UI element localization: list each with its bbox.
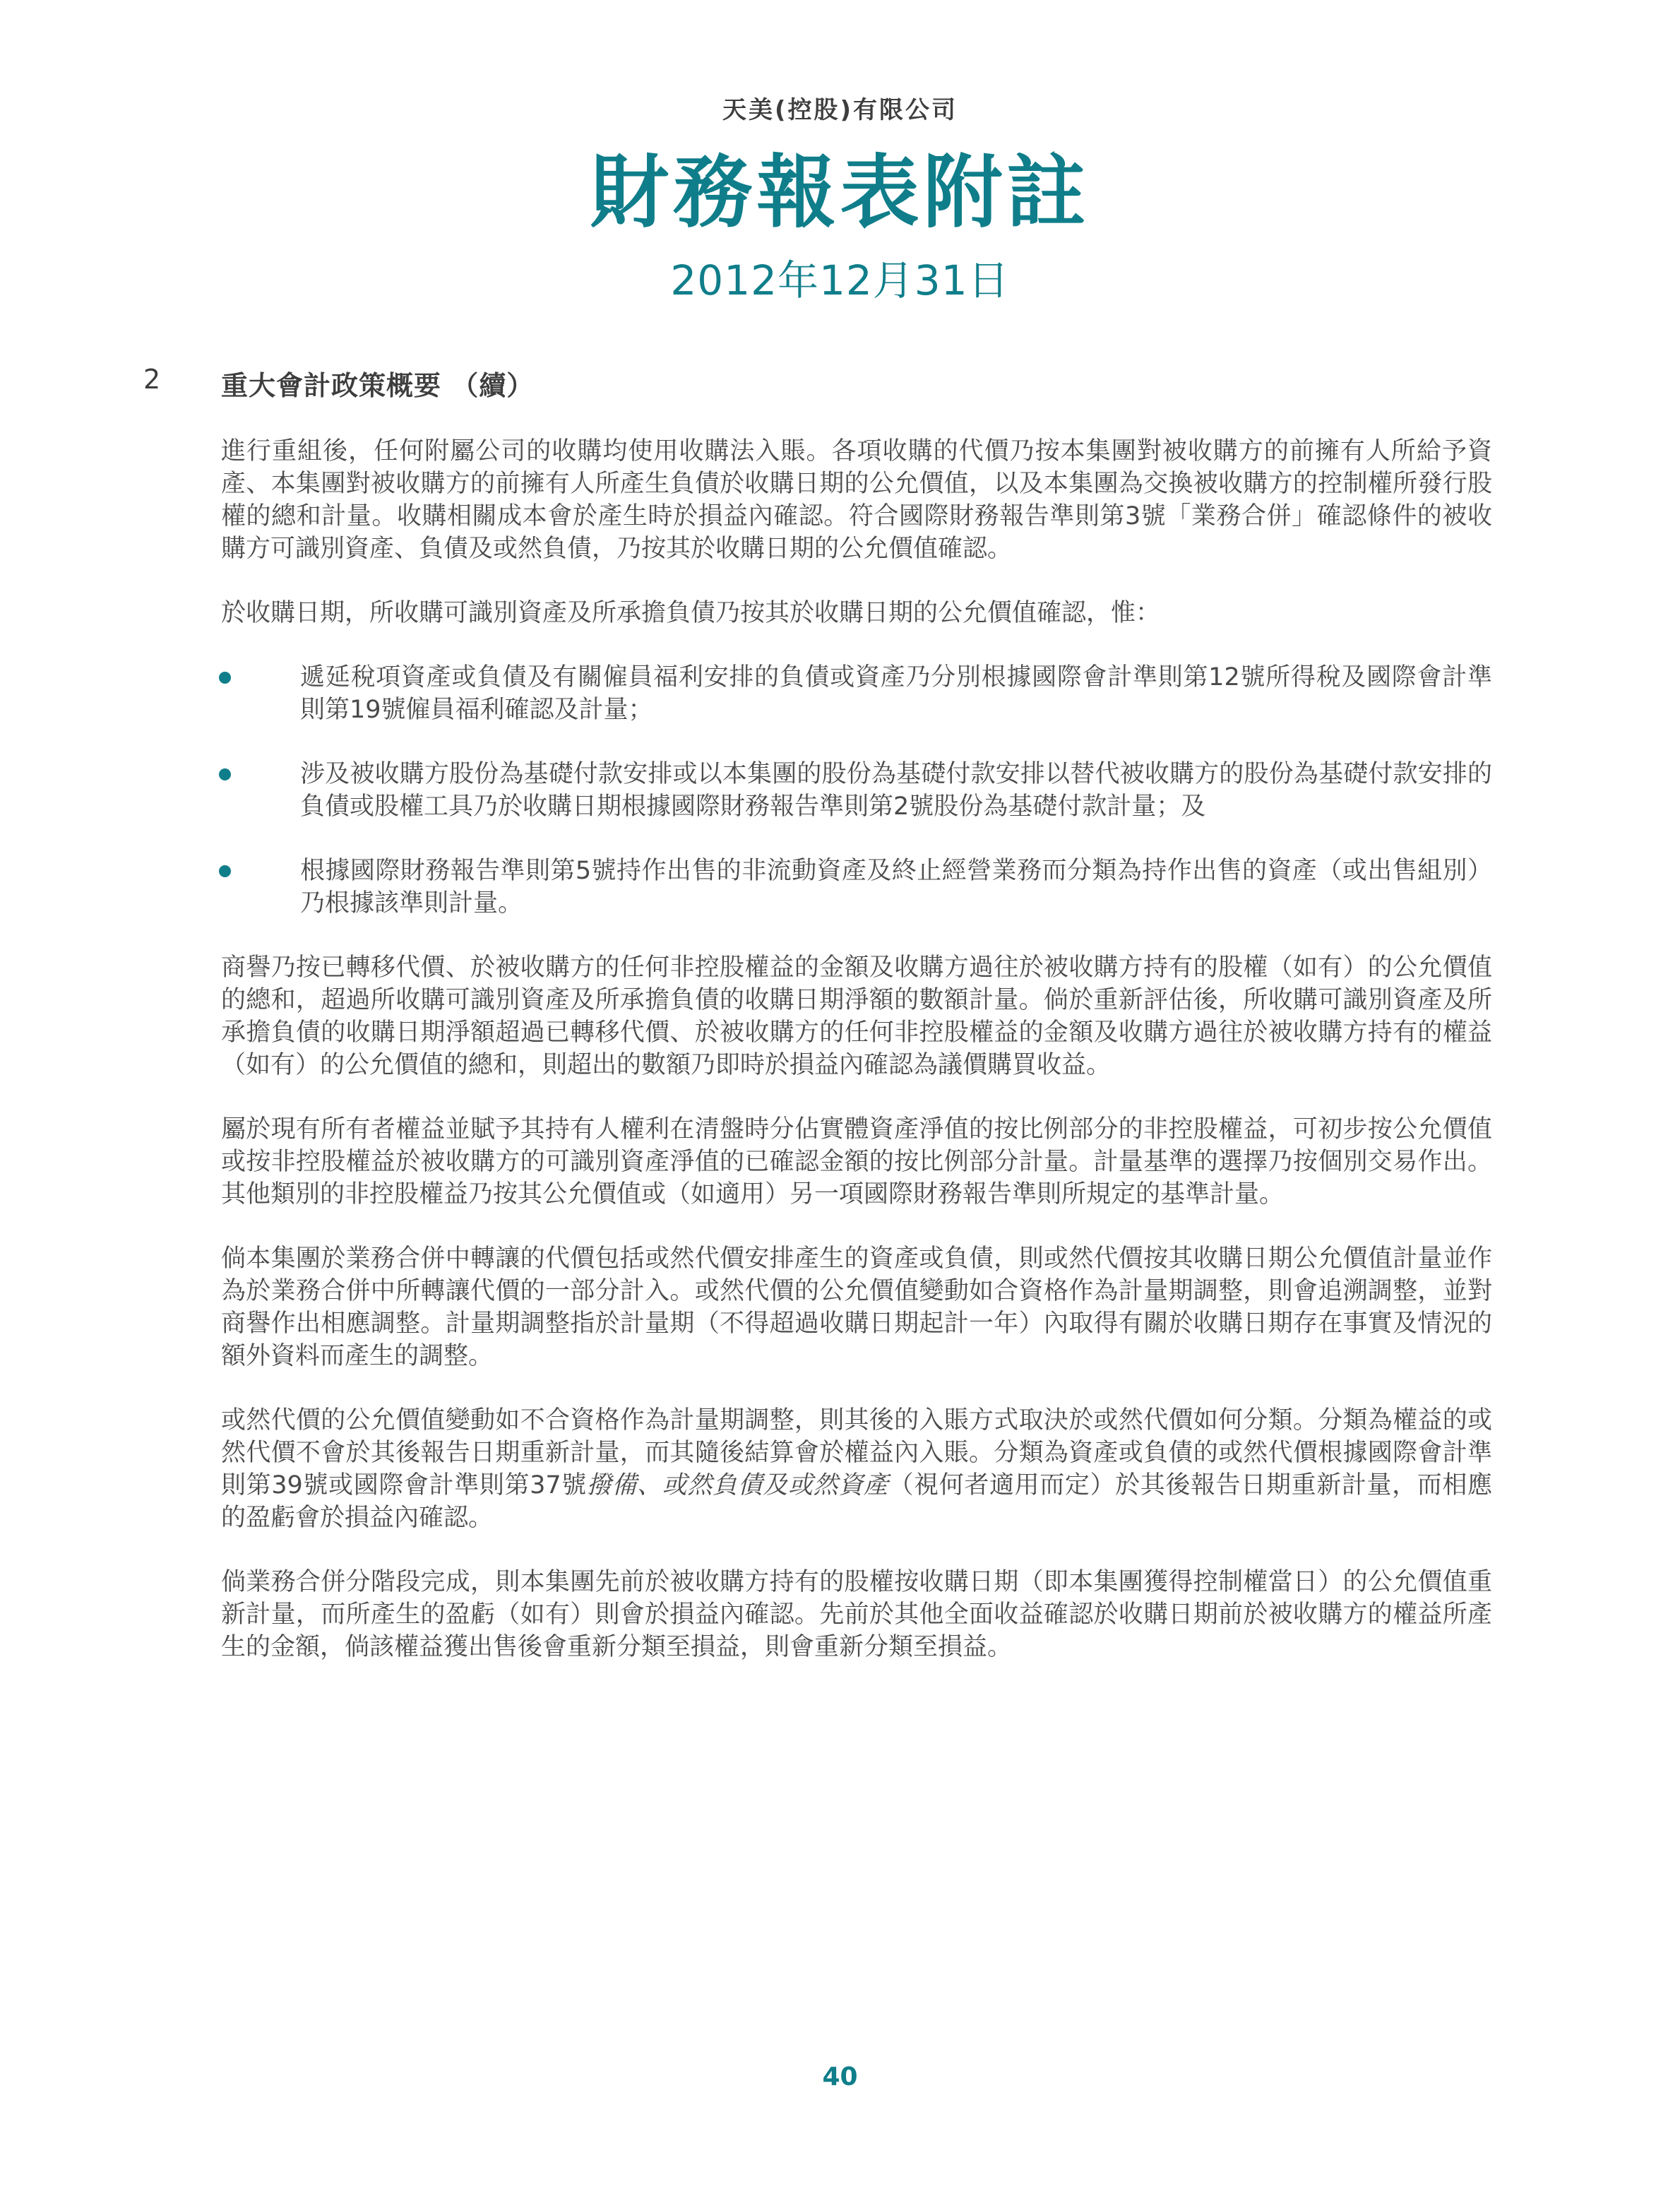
bullet-text: 涉及被收購方股份為基礎付款安排或以本集團的股份為基礎付款安排以替代被收購方的股份為基礎付款安排的負債或股權工具乃於收購日期根據國際財務報告準則第2號股份為基礎付款計量；及 <box>300 760 1492 821</box>
paragraph: 於收購日期，所收購可識別資產及所承擔負債乃按其於收購日期的公允價值確認，惟： <box>221 599 1161 627</box>
bullet-text: 根據國際財務報告準則第5號持作出售的非流動資產及終止經營業務而分類為持作出售的資產（或出售組別）乃根據該準則計量。 <box>300 857 1492 917</box>
paragraph-text: 或然代價的公允價值變動如不合資格作為計量期調整，則其後的入賬方式取決於或然代價如何分類。分類為權益的或然代價不會於其後報告日期重新計量，而其隨後結算會於權益內入賬。分類為資產或負債的或然代價根據國際會計準則第39號或國際會計準則第37號 <box>221 1406 1492 1499</box>
section-title: 重大會計政策概要 （續） <box>221 370 535 401</box>
page-number: 40 <box>822 2062 858 2091</box>
body-text <box>221 435 1492 1695</box>
bullet-dot-icon <box>219 865 231 877</box>
paragraph <box>221 1404 1492 1534</box>
bullet-item <box>221 855 1492 920</box>
section-number: 2 <box>143 364 161 395</box>
bullet-text: 遞延稅項資產或負債及有關僱員福利安排的負債或資產乃分別根據國際會計準則第12號所得稅及國際會計準則第19號僱員福利確認及計量； <box>300 663 1492 724</box>
bullet-item <box>221 661 1492 726</box>
report-date: 2012年12月31日 <box>670 256 1010 304</box>
section-heading <box>0 364 1680 406</box>
paragraph: 倘業務合併分階段完成，則本集團先前於被收購方持有的股權按收購日期（即本集團獲得控制權當日）的公允價值重新計量，而所產生的盈虧（如有）則會於損益內確認。先前於其他全面收益確認於收購日期前於被收購方的權益所產生的金額，倘該權益獲出售後會重新分類至損益，則會重新分類至損益。 <box>221 1568 1492 1661</box>
bullet-item <box>221 758 1492 823</box>
company-name: 天美(控股)有限公司 <box>722 96 958 124</box>
bullet-dot-icon <box>219 768 231 780</box>
report-title: 財務報表附註 <box>590 147 1090 239</box>
bullet-dot-icon <box>219 672 231 684</box>
standard-title-italic: 撥備、或然負債及或然資產 <box>586 1471 889 1499</box>
paragraph: 進行重組後，任何附屬公司的收購均使用收購法入賬。各項收購的代價乃按本集團對被收購方的前擁有人所給予資產、本集團對被收購方的前擁有人所產生負債於收購日期的公允價值，以及本集團為交換被收購方的控制權所發行股權的總和計量。收購相關成本會於產生時於損益內確認。符合國際財務報告準則第3號「業務合併」確認條件的被收購方可識別資產、負債及或然負債，乃按其於收購日期的公允價值確認。 <box>221 437 1492 563</box>
paragraph-text: （視何者適用而定）於其後報告日期重新計量，而相應的盈虧會於損益內確認。 <box>221 1471 1492 1532</box>
paragraph: 屬於現有所有者權益並賦予其持有人權利在清盤時分佔實體資產淨值的按比例部分的非控股權益，可初步按公允價值或按非控股權益於被收購方的可識別資產淨值的已確認金額的按比例部分計量。計量基準的選擇乃按個別交易作出。其他類別的非控股權益乃按其公允價值或（如適用）另一項國際財務報告準則所規定的基準計量。 <box>221 1115 1492 1208</box>
paragraph: 商譽乃按已轉移代價、於被收購方的任何非控股權益的金額及收購方過往於被收購方持有的股權（如有）的公允價值的總和，超過所收購可識別資產及所承擔負債的收購日期淨額的數額計量。倘於重新評估後，所收購可識別資產及所承擔負債的收購日期淨額超過已轉移代價、於被收購方的任何非控股權益的金額及收購方過往於被收購方持有的權益（如有）的公允價值的總和，則超出的數額乃即時於損益內確認為議價購買收益。 <box>221 954 1492 1079</box>
paragraph: 倘本集團於業務合併中轉讓的代價包括或然代價安排產生的資產或負債，則或然代價按其收購日期公允價值計量並作為於業務合併中所轉讓代價的一部分計入。或然代價的公允價值變動如合資格作為計量期調整，則會追溯調整，並對商譽作出相應調整。計量期調整指於計量期（不得超過收購日期起計一年）內取得有關於收購日期存在事實及情況的額外資料而產生的調整。 <box>221 1245 1492 1370</box>
